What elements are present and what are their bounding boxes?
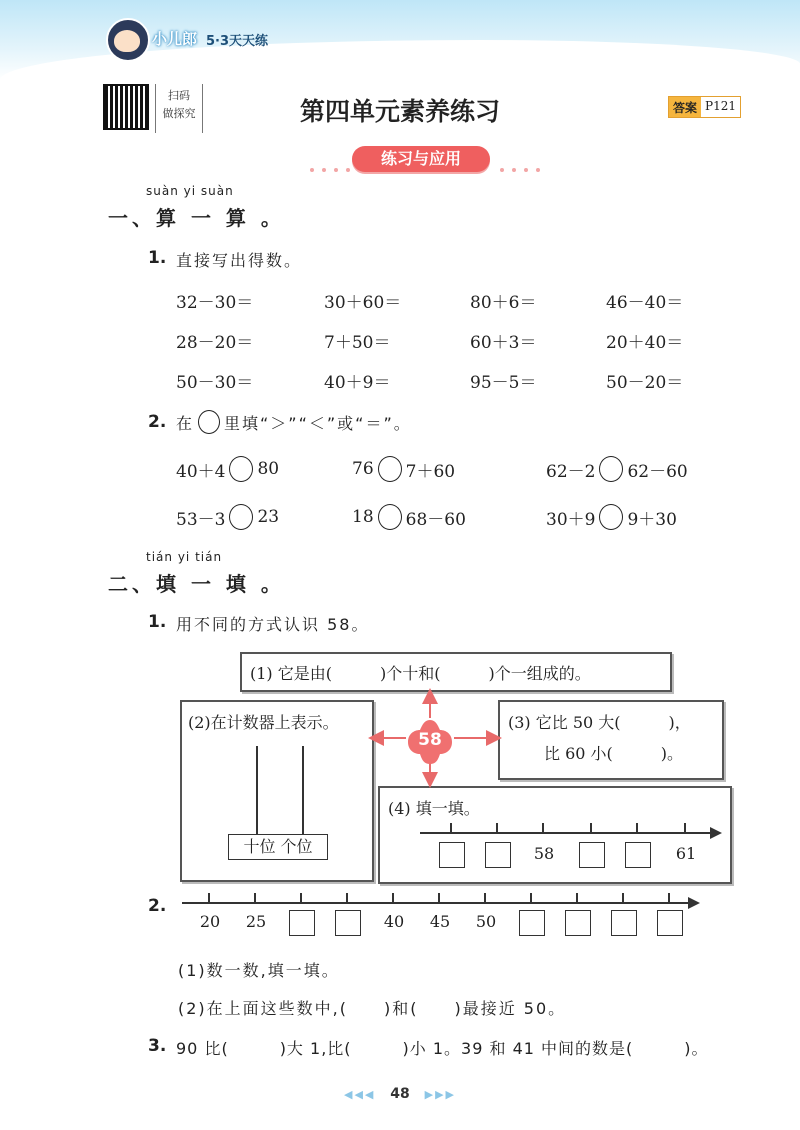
answer-box[interactable] [519, 910, 545, 936]
section1-heading: 一、算 一 算 。 [108, 206, 285, 230]
numberline-tick [684, 823, 686, 833]
answer-box[interactable] [579, 842, 605, 868]
circle-blank-icon[interactable] [599, 504, 623, 530]
q1-text: 直接写出得数。 [176, 251, 303, 270]
counter-base: 十位 个位 [228, 834, 328, 860]
compare-problem [176, 456, 279, 482]
answer-box[interactable] [625, 842, 651, 868]
numberline-label: 61 [675, 844, 697, 863]
box-composition [240, 652, 672, 692]
calc-problem: 46－40＝ [606, 293, 684, 313]
numberline-tick [622, 893, 624, 903]
numberline-label: 58 [533, 844, 555, 863]
numberline-tick [392, 893, 394, 903]
compare-right: 7＋60 [405, 461, 456, 482]
pill-dots-left [306, 157, 354, 161]
s2q1-number: 1. [148, 612, 167, 632]
page-number: 48 [390, 1086, 410, 1102]
calc-problem: 95－5＝ [470, 373, 537, 393]
section2-pinyin: tián yi tián [146, 550, 223, 564]
q2-text-after: 里填“＞”“＜”或“＝”。 [224, 413, 412, 433]
numberline-tick [300, 893, 302, 903]
calc-problem: 28－20＝ [176, 333, 254, 353]
answer-label: 答案 [669, 97, 701, 117]
box-counter [180, 700, 374, 882]
mascot-face-icon [114, 30, 140, 52]
counter-rod-ones [302, 746, 304, 836]
circle-blank-icon[interactable] [378, 504, 402, 530]
numberline-axis [420, 832, 712, 834]
section-pill: 练习与应用 [352, 146, 490, 172]
box4-text: (4) 填一填。 [388, 799, 480, 818]
numberline-tick [484, 893, 486, 903]
compare-right: 9＋30 [627, 509, 677, 530]
numberline-tick [636, 823, 638, 833]
circle-blank-icon [198, 410, 220, 434]
numberline-arrow-icon [710, 827, 722, 839]
numberline-axis [182, 902, 690, 904]
pill-dots-right [496, 157, 544, 161]
arrow-left-icon: ◀◀◀ [343, 1088, 376, 1101]
calc-problem: 80＋6＝ [470, 293, 537, 313]
calc-problem: 20＋40＝ [606, 333, 684, 353]
s2q2-sub1: (1)数一数,填一填。 [178, 961, 340, 980]
compare-problem [176, 504, 279, 530]
section1-pinyin: suàn yi suàn [146, 184, 234, 198]
compare-left: 30＋9 [546, 509, 596, 530]
box-compare-50-60 [498, 700, 724, 780]
answer-box[interactable] [485, 842, 511, 868]
s2q3-number: 3. [148, 1036, 167, 1056]
answer-box[interactable] [611, 910, 637, 936]
circle-blank-icon[interactable] [229, 504, 253, 530]
circle-blank-icon[interactable] [229, 456, 253, 482]
compare-problem [546, 504, 677, 530]
numberline-label: 40 [383, 912, 405, 931]
page-title: 第四单元素养练习 [299, 97, 500, 126]
q2-text-before: 在 [176, 413, 195, 433]
counter-rod-tens [256, 746, 258, 836]
compare-left: 76 [352, 459, 374, 479]
box3-line1: (3) 它比 50 大( )， [508, 713, 691, 732]
numberline-tick [208, 893, 210, 903]
s2q3-text: 90 比( )大 1,比( )小 1。39 和 41 中间的数是( )。 [176, 1039, 709, 1058]
calc-problem: 7＋50＝ [324, 333, 391, 353]
calc-problem: 50－20＝ [606, 373, 684, 393]
numberline-tick [590, 823, 592, 833]
numberline-tick [254, 893, 256, 903]
brand-name: 小儿郎 [152, 30, 198, 48]
box-numberline [378, 786, 732, 884]
numberline-tick [450, 823, 452, 833]
qr-label-line2: 做探究 [162, 107, 196, 120]
compare-problem [352, 504, 466, 530]
answer-box[interactable] [289, 910, 315, 936]
answer-box[interactable] [565, 910, 591, 936]
q2-text [176, 410, 412, 434]
calc-problem: 60＋3＝ [470, 333, 537, 353]
numberline-tick [542, 823, 544, 833]
s2q2-sub2: (2)在上面这些数中,( )和( )最接近 50。 [178, 999, 567, 1018]
numberline-tick [438, 893, 440, 903]
compare-left: 53－3 [176, 509, 226, 530]
calc-problem: 32－30＝ [176, 293, 254, 313]
section2-heading: 二、填 一 填 。 [108, 572, 285, 596]
compare-right: 68－60 [405, 509, 466, 530]
calc-problem: 30＋60＝ [324, 293, 402, 313]
calc-problem: 50－30＝ [176, 373, 254, 393]
q2-number: 2. [148, 412, 167, 432]
compare-left: 62－2 [546, 461, 596, 482]
compare-right: 80 [257, 459, 280, 479]
box2-text: (2)在计数器上表示。 [188, 713, 339, 732]
compare-left: 18 [352, 507, 374, 527]
arrow-right-icon: ▶▶▶ [424, 1088, 456, 1101]
numberline-label: 20 [199, 912, 221, 931]
box1-text: (1) 它是由( )个十和( )个一组成的。 [250, 664, 591, 683]
compare-problem [546, 456, 688, 482]
answer-box[interactable] [335, 910, 361, 936]
answer-page: P121 [705, 99, 736, 113]
series-name: 5·3天天练 [206, 34, 269, 49]
center-number: 58 [418, 730, 442, 750]
s2q2-number: 2. [148, 896, 167, 916]
box3-line2: 比 60 小( )。 [544, 744, 684, 763]
numberline-tick [346, 893, 348, 903]
compare-right: 23 [257, 507, 280, 527]
circle-blank-icon[interactable] [378, 456, 402, 482]
page-footer [0, 1086, 800, 1102]
s2q1-text: 用不同的方式认识 58。 [176, 615, 370, 634]
answer-box[interactable] [439, 842, 465, 868]
compare-problem [352, 456, 455, 482]
circle-blank-icon[interactable] [599, 456, 623, 482]
calc-problem: 40＋9＝ [324, 373, 391, 393]
numberline-tick [496, 823, 498, 833]
qr-label-line1: 扫码 [168, 89, 190, 102]
numberline-tick [530, 893, 532, 903]
numberline-tick [576, 893, 578, 903]
compare-right: 62－60 [627, 461, 688, 482]
answer-box[interactable] [657, 910, 683, 936]
numberline-label: 25 [245, 912, 267, 931]
numberline-label: 50 [475, 912, 497, 931]
compare-left: 40＋4 [176, 461, 226, 482]
numberline-tick [668, 893, 670, 903]
numberline-label: 45 [429, 912, 451, 931]
q1-number: 1. [148, 248, 167, 268]
numberline-arrow-icon [688, 897, 700, 909]
answer-badge [668, 96, 741, 118]
